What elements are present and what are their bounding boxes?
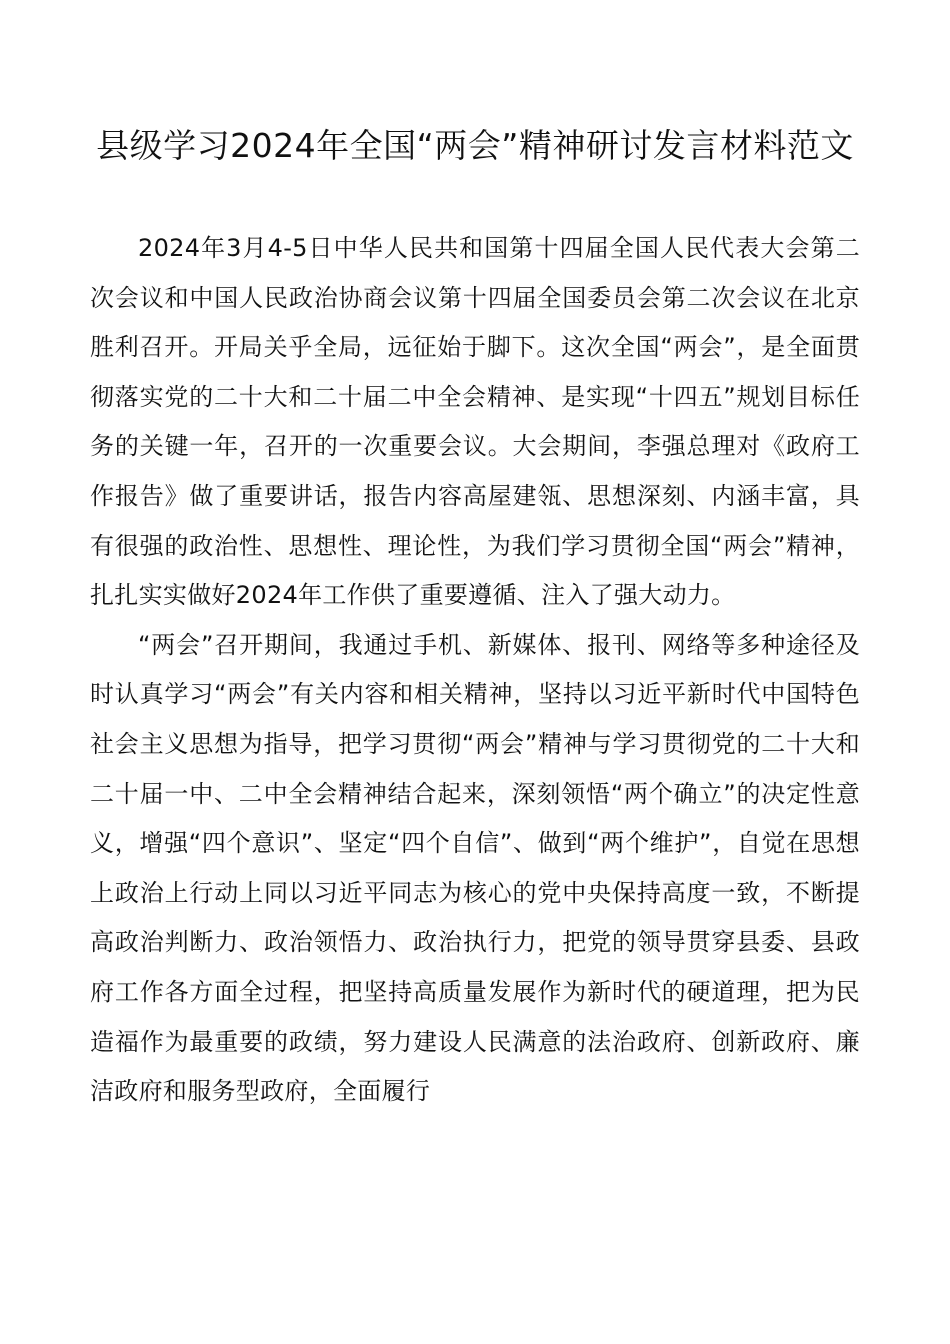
document-body bbox=[90, 224, 860, 1117]
paragraph-2: “两会”召开期间，我通过手机、新媒体、报刊、网络等多种途径及时认真学习“两会”有关内容和相关精神，坚持以习近平新时代中国特色社会主义思想为指导，把学习贯彻“两会”精神与学习贯彻党的二十大和二十届一中、二中全会精神结合起来，深刻领悟“两个确立”的决定性意义，增强“四个意识”、坚定“四个自信”、做到“两个维护”，自觉在思想上政治上行动上同以习近平同志为核心的党中央保持高度一致，不断提高政治判断力、政治领悟力、政治执行力，把党的领导贯穿县委、县政府工作各方面全过程，把坚持高质量发展作为新时代的硬道理，把为民造福作为最重要的政绩，努力建设人民满意的法治政府、创新政府、廉洁政府和服务型政府，全面履行 bbox=[90, 630, 860, 1106]
document-title: 县级学习2024年全国“两会”精神研讨发言材料范文 bbox=[96, 126, 854, 165]
paragraph-1: 2024年3月4-5日中华人民共和国第十四届全国人民代表大会第二次会议和中国人民政治协商会议第十四届全国委员会第二次会议在北京胜利召开。开局关乎全局，远征始于脚下。这次全国“两会”，是全面贯彻落实党的二十大和二十届二中全会精神、是实现“十四五”规划目标任务的关键一年，召开的一次重要会议。大会期间，李强总理对《政府工作报告》做了重要讲话，报告内容高屋建瓴、思想深刻、内涵丰富，具有很强的政治性、思想性、理论性，为我们学习贯彻全国“两会”精神，扎扎实实做好2024年工作供了重要遵循、注入了强大动力。 bbox=[90, 234, 860, 610]
